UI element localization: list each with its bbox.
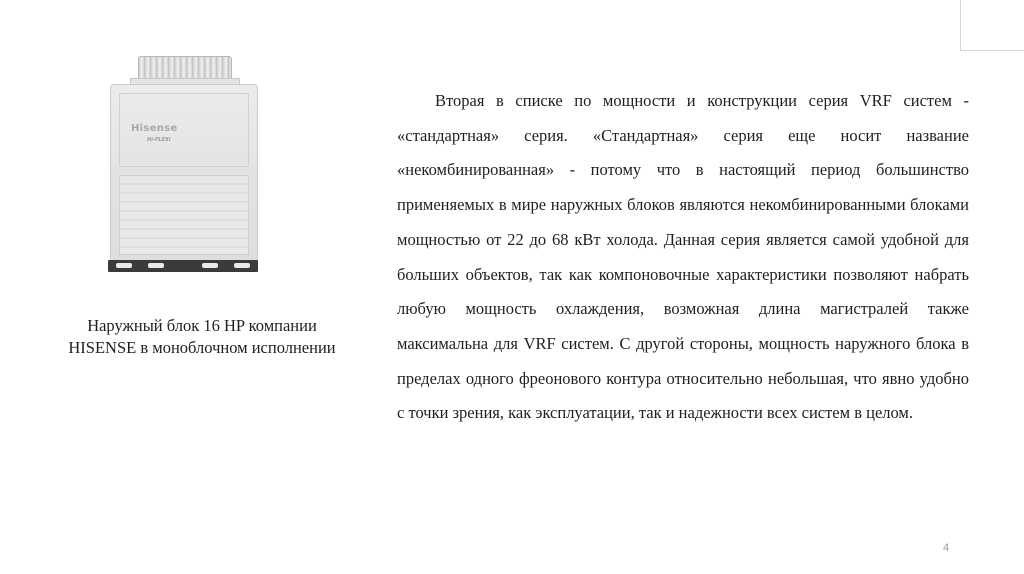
unit-base (108, 260, 258, 272)
corner-decoration (960, 0, 1024, 51)
body-paragraph: Вторая в списке по мощности и конструкции серия VRF систем - «стандартная» серия. «Стандартная» серия еще носит название «некомбинированная» - потому что в настоящий период большинство применяемых в мире наружных блоков являются некомбинированными блоками мощностью от 22 до 68 кВт холода. Данная серия является самой удобной для больших объектов, так как компоновочные характеристики позволяют набрать любую мощность охлаждения, возможная длина магистралей также максимальна для VRF систем. С другой стороны, мощность наружного блока в пределах одного фреонового контура относительно небольшая, что явно удобно с точки зрения, как эксплуатации, так и надежности всех систем в целом. (397, 91, 969, 423)
louver-grill (119, 175, 249, 255)
base-slot (148, 263, 164, 268)
outdoor-unit-image (104, 54, 258, 274)
base-slot (116, 263, 132, 268)
brand-logo: Hisense (131, 123, 178, 134)
base-slot (202, 263, 218, 268)
brand-sub-logo: Hi-FLEXi (147, 137, 171, 143)
page-number: 4 (942, 542, 950, 554)
base-slot (234, 263, 250, 268)
unit-cabinet (110, 84, 258, 264)
image-caption: Наружный блок 16 HP компании HISENSE в моноблочном исполнении (68, 316, 336, 357)
